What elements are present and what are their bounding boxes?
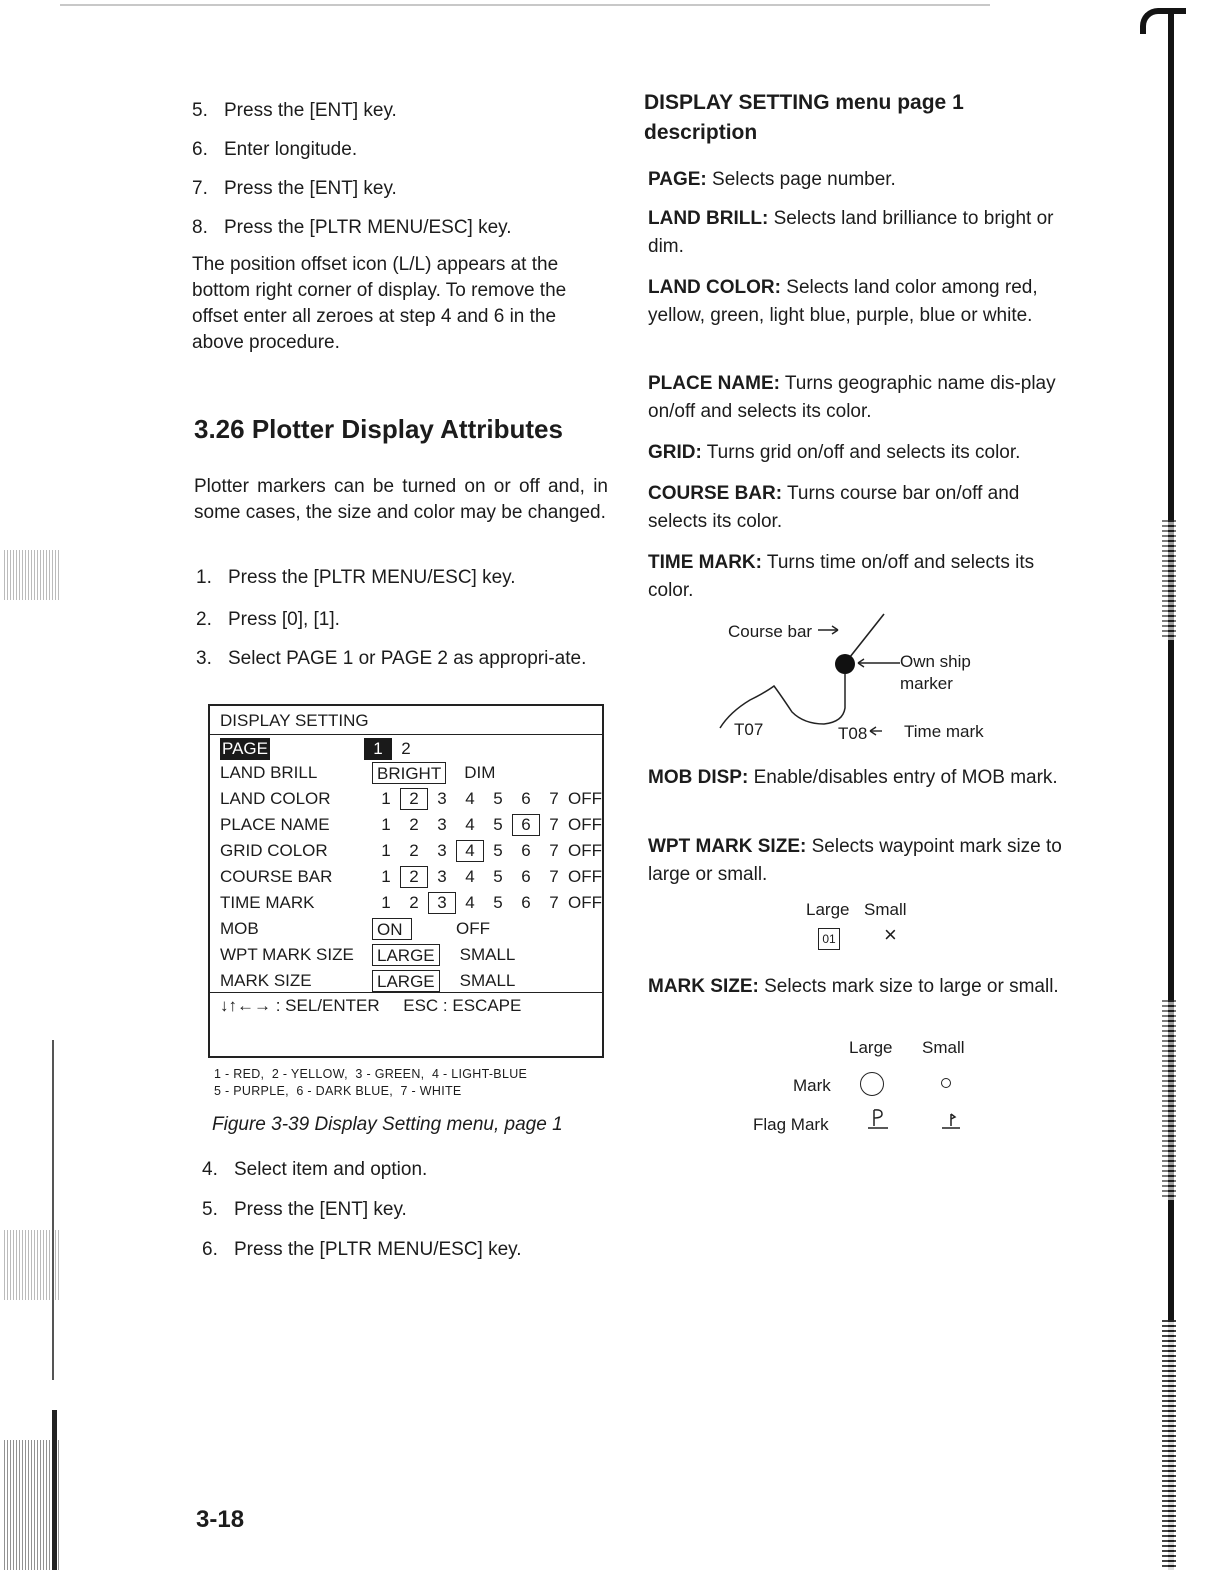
list-item: 3. Select PAGE 1 or PAGE 2 as appropri-ate. — [196, 648, 587, 669]
color-option: 2 — [409, 815, 419, 834]
option-off: OFF — [568, 789, 602, 808]
menu-row-time-mark: TIME MARK 1 2 3 4 5 6 7 OFF — [220, 893, 602, 912]
color-option: 7 — [549, 867, 559, 886]
menu-row-wpt-mark-size: WPT MARK SIZE LARGE SMALL — [220, 942, 519, 968]
color-legend: 1 - RED, 2 - YELLOW, 3 - GREEN, 4 - LIGHT-BLUE 5 - PURPLE, 6 - DARK BLUE, 7 - WHITE — [214, 1067, 528, 1098]
color-option: 3 — [428, 892, 456, 914]
color-option: 1 — [381, 789, 391, 808]
menu-row-page — [220, 736, 420, 762]
scan-edge-right — [1144, 0, 1224, 1584]
list-item: 6. Press the [PLTR MENU/ESC] key. — [202, 1239, 522, 1260]
flag-mark-small-icon — [940, 1110, 964, 1132]
color-option: 1 — [381, 893, 391, 912]
color-option: 3 — [437, 815, 447, 834]
list-item: 5. Press the [ENT] key. — [202, 1199, 407, 1220]
color-option: 1 — [381, 815, 391, 834]
page-number: 3-18 — [196, 1506, 245, 1533]
menu-row-place-name: PLACE NAME 1 2 3 4 5 6 7 OFF — [220, 815, 602, 834]
label-flag-mark: Flag Mark — [753, 1115, 829, 1134]
option-on: ON — [372, 918, 412, 940]
desc-course-bar: COURSE BAR: Turns course bar on/off and selects its color. — [648, 483, 1020, 532]
list-item: 5. Press the [ENT] key. — [192, 100, 397, 121]
option-small: SMALL — [459, 971, 516, 990]
page-option-1: 1 — [364, 738, 392, 760]
desc-place-name: PLACE NAME: Turns geographic name dis-play on/off and selects its color. — [648, 373, 1056, 422]
own-ship-marker-icon — [835, 654, 855, 674]
color-option: 2 — [400, 788, 428, 810]
list-item: 4. Select item and option. — [202, 1159, 428, 1180]
color-option: 5 — [493, 815, 503, 834]
description-heading: DISPLAY SETTING menu page 1 description — [644, 91, 964, 144]
color-option: 5 — [493, 893, 503, 912]
color-option: 4 — [465, 815, 475, 834]
menu-row-grid-color: GRID COLOR 1 2 3 4 5 6 7 OFF — [220, 841, 602, 860]
option-bright: BRIGHT — [372, 762, 446, 784]
menu-footer: ↓↑←→ : SEL/ENTER ESC : ESCAPE — [220, 996, 522, 1015]
menu-row-land-brill: LAND BRILL BRIGHT DIM — [220, 760, 499, 786]
list-item: 2. Press [0], [1]. — [196, 609, 340, 630]
label-mark: Mark — [793, 1076, 831, 1095]
color-option: 2 — [409, 841, 419, 860]
section-heading: 3.26 Plotter Display Attributes — [194, 414, 563, 444]
color-option: 7 — [549, 789, 559, 808]
color-option: 6 — [512, 814, 540, 836]
color-option: 5 — [493, 867, 503, 886]
mark-large-circle-icon — [860, 1072, 884, 1096]
scan-edge-top — [60, 4, 990, 6]
page-label: PAGE — [222, 739, 268, 758]
figure-caption: Figure 3-39 Display Setting menu, page 1 — [212, 1114, 563, 1135]
label-small: Small — [864, 900, 907, 919]
color-option: 6 — [521, 841, 531, 860]
mark-small-circle-icon — [941, 1078, 951, 1088]
option-off: OFF — [568, 841, 602, 860]
option-off: OFF — [456, 919, 490, 938]
label-large: Large — [806, 900, 850, 919]
steps-list-middle — [196, 566, 610, 699]
color-option: 7 — [549, 841, 559, 860]
color-option: 1 — [381, 841, 391, 860]
color-option: 2 — [400, 866, 428, 888]
desc-wpt-mark-size: WPT MARK SIZE: Selects waypoint mark size to large or small. — [648, 836, 1062, 885]
label-time-mark: Time mark — [904, 722, 984, 741]
desc-land-brill: LAND BRILL: Selects land brilliance to bright or dim. — [648, 208, 1054, 257]
option-off: OFF — [568, 867, 602, 886]
offset-paragraph: The position offset icon (L/L) appears at the bottom right corner of display. To remove the offset enter all zeroes at step 4 and 6 in the above procedure. — [192, 254, 567, 353]
list-item: 1. Press the [PLTR MENU/ESC] key. — [196, 567, 516, 588]
list-item: 8. Press the [PLTR MENU/ESC] key. — [192, 217, 512, 238]
label-large: Large — [849, 1038, 893, 1057]
color-option: 4 — [465, 893, 475, 912]
menu-title: DISPLAY SETTING — [220, 711, 369, 730]
color-option: 3 — [437, 867, 447, 886]
color-option: 4 — [465, 789, 475, 808]
color-option: 3 — [437, 841, 447, 860]
color-option: 6 — [521, 893, 531, 912]
label-small: Small — [922, 1038, 965, 1057]
color-option: 3 — [437, 789, 447, 808]
color-option: 6 — [521, 867, 531, 886]
intro-paragraph: Plotter markers can be turned on or off and, in some cases, the size and color may be changed. — [194, 476, 608, 523]
color-option: 6 — [521, 789, 531, 808]
color-option: 5 — [493, 789, 503, 808]
desc-grid: GRID: Turns grid on/off and selects its color. — [648, 442, 1021, 463]
color-option: 2 — [409, 893, 419, 912]
waypoint-large-icon: 01 — [818, 928, 840, 950]
course-bar-line — [846, 614, 884, 662]
option-off: OFF — [568, 815, 602, 834]
list-item: 7. Press the [ENT] key. — [192, 178, 397, 199]
label-marker: marker — [900, 674, 953, 693]
menu-row-course-bar: COURSE BAR 1 2 3 4 5 6 7 OFF — [220, 867, 602, 886]
color-option: 4 — [456, 840, 484, 862]
color-option: 4 — [465, 867, 475, 886]
color-option: 1 — [381, 867, 391, 886]
steps-list-top — [192, 99, 512, 255]
option-large: LARGE — [372, 970, 440, 992]
desc-time-mark: TIME MARK: Turns time on/off and selects its color. — [648, 552, 1035, 601]
desc-mob-disp: MOB DISP: Enable/disables entry of MOB mark. — [648, 767, 1058, 788]
label-t07: T07 — [734, 720, 764, 739]
color-option: 7 — [549, 815, 559, 834]
option-small: SMALL — [459, 945, 516, 964]
label-course-bar: Course bar — [728, 622, 813, 641]
flag-mark-large-icon — [866, 1106, 892, 1132]
scan-edge-left — [0, 0, 70, 1584]
desc-page: PAGE: Selects page number. — [648, 169, 896, 190]
desc-mark-size: MARK SIZE: Selects mark size to large or small. — [648, 976, 1059, 997]
waypoint-small-icon: × — [884, 922, 897, 947]
option-large: LARGE — [372, 944, 440, 966]
display-setting-menu — [208, 704, 604, 1058]
menu-row-mob: MOB ON OFF — [220, 916, 494, 942]
menu-row-land-color: LAND COLOR 1 2 3 4 5 6 7 OFF — [220, 789, 602, 808]
color-option: 7 — [549, 893, 559, 912]
label-own-ship: Own ship — [900, 652, 971, 671]
page-option-2: 2 — [401, 739, 411, 758]
option-dim: DIM — [464, 763, 496, 782]
color-option: 5 — [493, 841, 503, 860]
menu-row-mark-size: MARK SIZE LARGE SMALL — [220, 968, 519, 994]
desc-land-color: LAND COLOR: Selects land color among red, yellow, green, light blue, purple, blue or white. — [648, 277, 1038, 326]
steps-list-bottom — [202, 1158, 522, 1278]
list-item: 6. Enter longitude. — [192, 139, 358, 160]
option-off: OFF — [568, 893, 602, 912]
label-t08: T08 — [838, 724, 868, 743]
